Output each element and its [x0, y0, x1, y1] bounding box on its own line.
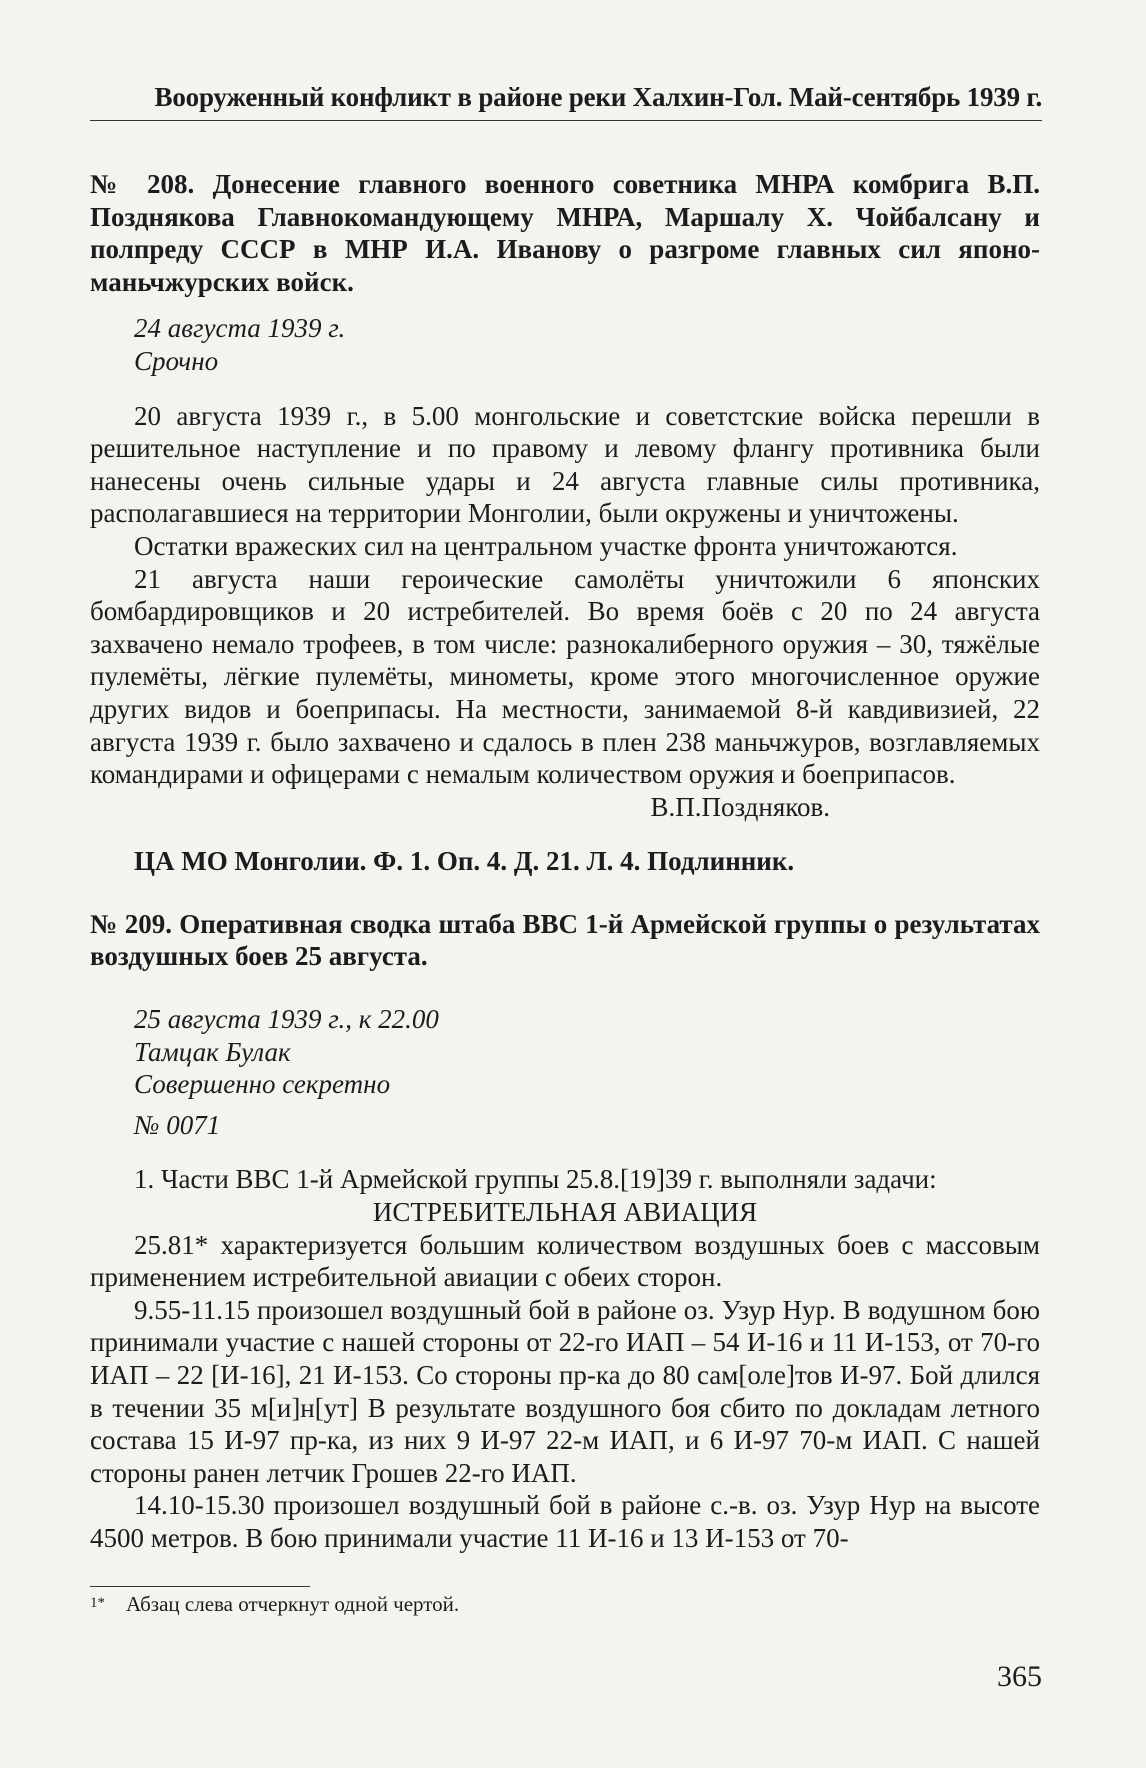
doc-208-paragraph-3: 21 августа наши героические самолёты уничтожили 6 японских бомбардировщиков и 20 истребителей. Во время боёв с 20 по 24 августа захвачено немало трофеев, в том числе: разнокалиберного оружия – 30, тяжёлые пулемёты, лёгкие пулемёты, минометы, кроме этого многочисленное оружие других видов и боеприпасы. На местности, занимаемой 8-й кавдивизией, 22 августа 1939 г. было захвачено и сдалось в плен 238 маньчжуров, возглавляемых командирами и офицерами с немалым количеством оружия и боеприпасов. [90, 563, 1040, 790]
footnote-rule [90, 1586, 310, 1587]
doc-209-place: Тамцак Булак [134, 1036, 291, 1067]
doc-209-number: № 0071 [134, 1109, 221, 1140]
page-content [90, 168, 1040, 1555]
doc-209-paragraph-2: 9.55-11.15 произошел воздушный бой в районе оз. Узур Нур. В водушном бою принимали участие с нашей стороны от 22-го ИАП – 54 И-16 и 11 И-153, от 70-го ИАП – 22 [И-16], 21 И-153. Со стороны пр-ка до 80 сам[оле]тов И-97. Бой длился в течении 35 м[и]н[ут] В результате воздушного боя сбито по докладам летного состава 15 И-97 пр-ка, из них 9 И-97 22-м ИАП, и 6 И-97 70-м ИАП. С нашей стороны ранен летчик Грошев 22-го ИАП. [90, 1294, 1040, 1488]
page-number: 365 [997, 1660, 1042, 1693]
doc-208-signature: В.П.Поздняков. [650, 791, 830, 822]
running-header: Вооруженный конфликт в районе реки Халхин-Гол. Май-сентябрь 1939 г. [154, 82, 1042, 112]
doc-209-title: № 209. Оперативная сводка штаба ВВС 1-й Армейской группы о результатах воздушных боев 25 августа. [90, 908, 1040, 972]
doc-209-date-time: 25 августа 1939 г., к 22.00 [134, 1004, 439, 1035]
section-heading: ИСТРЕБИТЕЛЬНАЯ АВИАЦИЯ [372, 1197, 758, 1228]
doc-209-paragraph-1: 25.81* характеризуется большим количеством воздушных боев с массовым применением истребительной авиации с обеих сторон. [90, 1229, 1040, 1293]
doc-208-archive-source: ЦА МО Монголии. Ф. 1. Оп. 4. Д. 21. Л. 4. Подлинник. [134, 846, 795, 877]
footnote-text: Абзац слева отчеркнут одной чертой. [126, 1592, 460, 1616]
doc-208-paragraph-1: 20 августа 1939 г., в 5.00 монгольские и советстские войска перешли в решительное наступление и по правому и левому флангу противника были нанесены очень сильные удары и 24 августа главные силы противника, располагавшиеся на территории Монголии, были окружены и уничтожены. [90, 400, 1040, 529]
header-rule [90, 120, 1042, 121]
doc-209-intro: 1. Части ВВС 1-й Армейской группы 25.8.[19]39 г. выполняли задачи: [134, 1164, 937, 1195]
footnote [90, 1590, 459, 1617]
doc-208-title: № 208. Донесение главного военного советника МНРА комбрига В.П. Позднякова Главнокомандующему МНРА, Маршалу Х. Чойбалсану и полпреду СССР в МНР И.А. Иванову о разгроме главных сил японо-маньчжурских войск. [90, 169, 1040, 297]
doc-208-urgency: Срочно [134, 345, 219, 376]
footnote-mark: 1* [90, 1595, 105, 1611]
doc-209-classification: Совершенно секретно [134, 1069, 391, 1100]
doc-208-paragraph-2: Остатки вражеских сил на центральном участке фронта уничтожаются. [134, 530, 958, 561]
doc-208-date: 24 августа 1939 г. [134, 313, 346, 344]
doc-209-paragraph-3: 14.10-15.30 произошел воздушный бой в районе с.-в. оз. Узур Нур на высоте 4500 метров. В бою принимали участие 11 И-16 и 13 И-153 от 70- [90, 1490, 1040, 1553]
